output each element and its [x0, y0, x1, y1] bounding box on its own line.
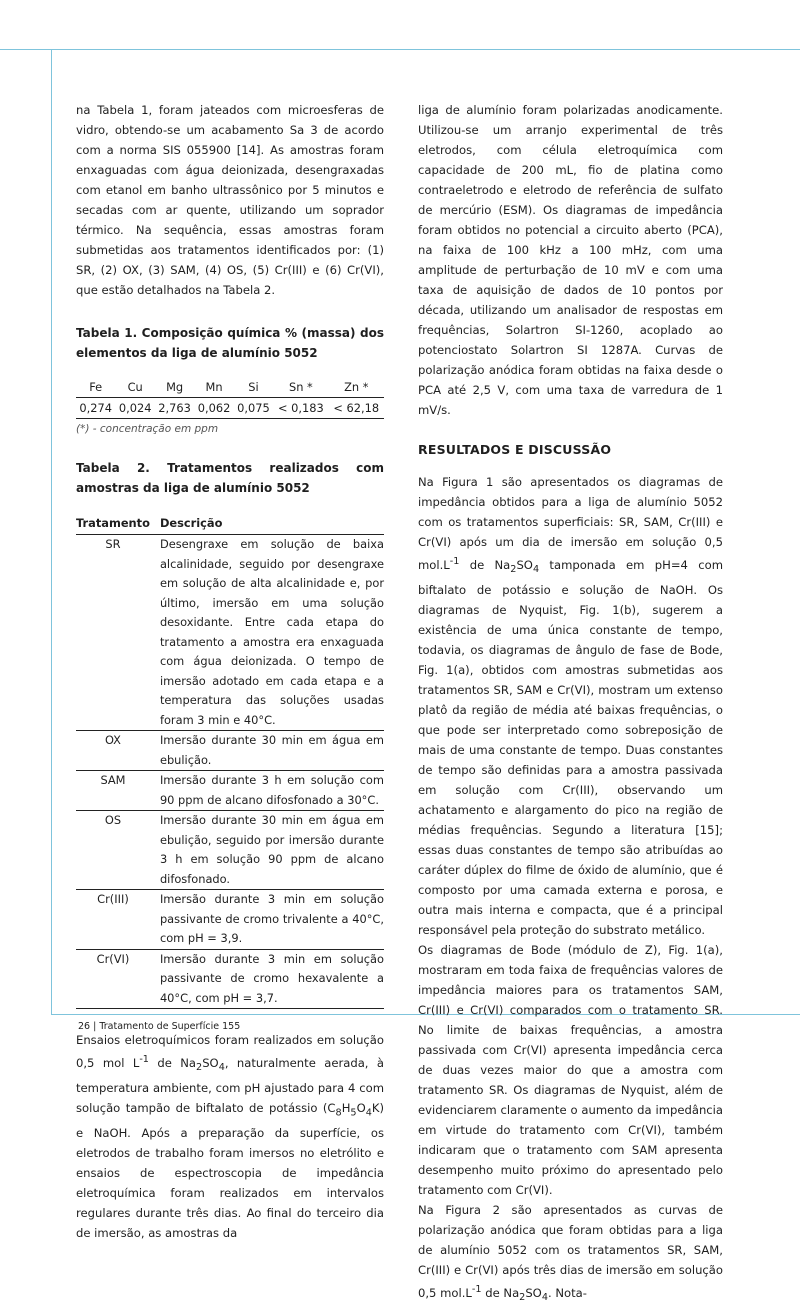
- description-cell: Imersão durante 3 h em solução com 90 ppm de alcano difosfonado a 30°C.: [150, 771, 384, 811]
- table1-header-cell: Si: [234, 377, 273, 398]
- subscript: 2: [519, 1292, 526, 1304]
- description-cell: Imersão durante 30 min em água em ebulição, seguido por imersão durante 3 h em solução 90 ppm de alcano difosfonado.: [150, 811, 384, 890]
- left-column: [76, 100, 384, 1243]
- frame-left-rule: [51, 49, 52, 1014]
- treatment-cell: SAM: [76, 771, 150, 811]
- frame-top-rule: [0, 49, 800, 50]
- table2-header-description: Descrição: [150, 512, 384, 535]
- table1-value-cell: < 62,18: [329, 398, 384, 419]
- text-run: SO: [525, 1286, 542, 1301]
- table1-value-cell: 2,763: [155, 398, 194, 419]
- subscript: 4: [532, 564, 540, 576]
- superscript: -1: [471, 1284, 482, 1296]
- superscript: -1: [139, 1054, 149, 1065]
- description-cell: Imersão durante 3 min em solução passivante de cromo hexavalente a 40°C, com pH = 3,7.: [150, 949, 384, 1009]
- treatment-cell: Cr(VI): [76, 949, 150, 1009]
- table-row: [76, 731, 384, 771]
- text-run: K) e NaOH. Após a preparação da superfície, os eletrodos de trabalho foram imersos no eletrólito e ensaios de espectroscopia de impedância eletroquímica foram realizados em intervalos regulares durante três dias. Ao final do terceiro dia de imersão, as amostras da: [76, 1101, 384, 1241]
- text-run: H: [341, 1101, 351, 1116]
- bode-paragraph: Os diagramas de Bode (módulo de Z), Fig. 1(a), mostraram em toda faixa de frequências valores de impedância maiores para os tratamentos SAM, Cr(III) e Cr(VI) comparados com o tratamento SR. No limite de baixas frequências, a amostra passivada com Cr(VI) apresenta impedância cerca de duas vezes maior do que a amostra com tratamento SR. Os diagramas de Nyquist, além de evidenciarem claramente o aumento da impedância em virtude do tratamento com Cr(VI), também indicaram que o tratamento com SAM apresenta desempenho muito próximo do apresentado pelo tratamento com Cr(VI).: [418, 943, 723, 1198]
- text-run: SO: [516, 557, 533, 572]
- superscript: -1: [449, 556, 460, 567]
- table-row: [76, 535, 384, 731]
- table-row: [76, 771, 384, 811]
- table1-header-cell: Mg: [155, 377, 194, 398]
- subscript: 2: [510, 564, 517, 576]
- subscript: 8: [335, 1107, 342, 1119]
- treatment-cell: Cr(III): [76, 890, 150, 950]
- table-row: [76, 890, 384, 950]
- table1-header-cell: Sn *: [273, 377, 328, 398]
- text-run: de Na: [459, 557, 511, 572]
- text-run: O: [356, 1101, 366, 1116]
- table1-value-cell: < 0,183: [273, 398, 328, 419]
- table-row: [76, 949, 384, 1009]
- figure1-paragraph: [418, 472, 723, 940]
- treatment-cell: SR: [76, 535, 150, 731]
- text-run: tamponada em pH=4 com biftalato de potássio e solução de NaOH. Os diagramas de Nyquist, Fig. 1(b), sugerem a existência de uma única constante de tempo, todavia, os diagramas de ângulo de fase de Bode, Fig. 1(a), obtidos com amostras submetidas aos tratamentos SR, SAM e Cr(VI), mostram um extenso platô da região de média até baixas frequências, o que pode ser interpretado como sobreposição de mais de uma constante de tempo. Duas constantes de tempo são definidas para a amostra passivada em solução com Cr(III), observando um achatamento e alargamento do pico na região de médias frequências. Segundo a literatura [15]; essas duas constantes de tempo são atribuídas ao caráter dúplex do filme de óxido de alumínio, que é composto por uma camada externa e porosa, e outra mais interna e compacta, que é a principal responsável pela proteção do substrato metálico.: [418, 557, 723, 938]
- right-column: [418, 100, 723, 1308]
- intro-paragraph: na Tabela 1, foram jateados com microesferas de vidro, obtendo-se um acabamento Sa 3 de acordo com a norma SIS 055900 [14]. As amostras foram enxaguadas com água deionizada, desengraxadas com etanol em banho ultrassônico por 5 minutos e secadas com ar quente, utilizando um soprador térmico. Na sequência, essas amostras foram submetidas aos tratamentos identificados por: (1) SR, (2) OX, (3) SAM, (4) OS, (5) Cr(III) e (6) Cr(VI), que estão detalhados na Tabela 2.: [76, 103, 384, 297]
- table1-header-cell: Cu: [115, 377, 154, 398]
- subscript: 5: [350, 1107, 357, 1119]
- table2: [76, 512, 384, 1009]
- section-heading: RESULTADOS E DISCUSSÃO: [418, 442, 612, 457]
- table1-value-cell: 0,024: [115, 398, 154, 419]
- subscript: 4: [218, 1062, 225, 1074]
- description-cell: Desengraxe em solução de baixa alcalinidade, seguido por desengraxe em solução de alta alcalinidade e, por último, imersão em uma solução desoxidante. Entre cada etapa do tratamento a amostra era enxaguada com água deionizada. O tempo de imersão adotado em cada etapa e a temperatura das soluções usadas foram 3 min e 40°C.: [150, 535, 384, 731]
- table1: [76, 377, 384, 419]
- description-cell: Imersão durante 3 min em solução passivante de cromo trivalente a 40°C, com pH = 3,9.: [150, 890, 384, 950]
- table1-header-cell: Zn *: [329, 377, 384, 398]
- treatment-cell: OX: [76, 731, 150, 771]
- subscript: 2: [196, 1062, 203, 1074]
- table1-header-row: [76, 377, 384, 398]
- text-run: , naturalmente aerada, à temperatura ambiente, com pH ajustado para 4 com solução tampão de biftalato de potássio (C: [76, 1055, 384, 1116]
- text-run: de Na: [148, 1055, 197, 1070]
- table1-value-cell: 0,274: [76, 398, 115, 419]
- text-run: . Nota-: [547, 1286, 587, 1301]
- figure2-paragraph: [418, 1200, 723, 1308]
- text-run: Ensaios eletroquímicos foram realizados em solução 0,5 mol L: [76, 1033, 384, 1070]
- table-row: [76, 811, 384, 890]
- table1-note: (*) - concentração em ppm: [76, 423, 219, 435]
- text-run: Na Figura 1 são apresentados os diagramas de impedância obtidos para a liga de alumínio 5052 com os tratamentos superficiais: SR, SAM, Cr(III) e Cr(VI) após um dia de imersão em solução 0,5 mol.L: [418, 475, 723, 572]
- table1-caption: Tabela 1. Composição química % (massa) dos elementos da liga de alumínio 5052: [76, 326, 384, 360]
- table2-caption: Tabela 2. Tratamentos realizados com amostras da liga de alumínio 5052: [76, 461, 384, 495]
- description-cell: Imersão durante 30 min em água em ebulição.: [150, 731, 384, 771]
- table1-value-cell: 0,075: [234, 398, 273, 419]
- table1-header-cell: Mn: [194, 377, 233, 398]
- subscript: 4: [365, 1107, 372, 1119]
- table1-value-cell: 0,062: [194, 398, 233, 419]
- methods-continued-paragraph: liga de alumínio foram polarizadas anodicamente. Utilizou-se um arranjo experimental de três eletrodos, com célula eletroquímica com capacidade de 200 mL, fio de platina como contraeletrodo e eletrodo de referência de sulfato de mercúrio (ESM). Os diagramas de impedância foram obtidos no potencial a circuito aberto (PCA), na faixa de 100 kHz a 100 mHz, com uma amplitude de perturbação de 10 mV e com uma taxa de aquisição de dados de 10 pontos por década, utilizando um analisador de respostas em frequências, Solartron SI-1260, acoplado ao potenciostato Solartron SI 1287A. Curvas de polarização anódica foram obtidas na faixa desde o PCA até 2,5 V, com uma taxa de varredura de 1 mV/s.: [418, 103, 723, 417]
- text-run: SO: [202, 1055, 219, 1070]
- table2-header-row: [76, 512, 384, 535]
- treatment-cell: OS: [76, 811, 150, 890]
- table1-value-row: [76, 398, 384, 419]
- table2-header-treatment: Tratamento: [76, 512, 150, 535]
- electrochemical-tests-paragraph: [76, 1030, 384, 1243]
- subscript: 4: [541, 1292, 548, 1304]
- page-footer: 26 | Tratamento de Superfície 155: [78, 1021, 241, 1032]
- table1-header-cell: Fe: [76, 377, 115, 398]
- text-run: Na Figura 2 são apresentados as curvas de polarização anódica que foram obtidas para a liga de alumínio 5052 com os tratamentos SR, SAM, Cr(III) e Cr(VI) após três dias de imersão em solução 0,5 mol.L: [418, 1203, 723, 1301]
- text-run: de Na: [481, 1286, 520, 1301]
